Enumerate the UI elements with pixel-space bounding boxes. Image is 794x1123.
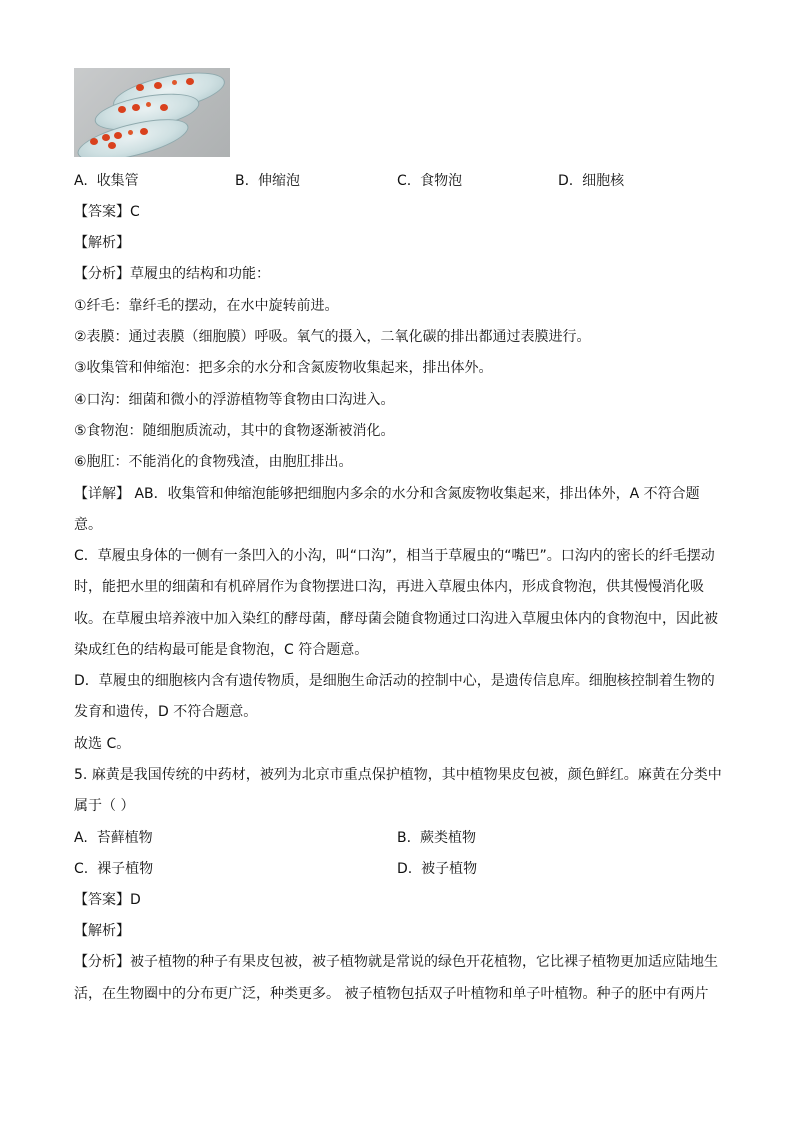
q4-analysis-line: 染成红色的结构最可能是食物泡，C 符合题意。 [74,642,369,658]
option-text: 细胞核 [582,173,625,189]
q4-analysis-line: ①纤毛：靠纤毛的摆动，在水中旋转前进。 [74,298,339,314]
q4-analysis-line: C．草履虫身体的一侧有一条凹入的小沟，叫“口沟”，相当于草履虫的“嘴巴”。口沟内的密长的纤毛摆动 [74,548,715,564]
q4-analysis-line: 时，能把水里的细菌和有机碎屑作为食物摆进口沟，再进入草履虫体内，形成食物泡，供其慢慢消化吸 [74,579,704,595]
q5-analysis-line: 【分析】被子植物的种子有果皮包被，被子植物就是常说的绿色开花植物，它比裸子植物更加适应陆地生 [74,954,718,970]
q4-analysis-label: 【解析】 [74,235,130,251]
q5-stem-line: 5. 麻黄是我国传统的中药材，被列为北京市重点保护植物，其中植物果皮包被，颜色鲜红。麻黄在分类中 [74,767,722,783]
q4-analysis-line: 发育和遗传，D 不符合题意。 [74,704,258,720]
q4-analysis-line: ⑤食物泡：随细胞质流动，其中的食物逐渐被消化。 [74,423,395,439]
answer-value: C [130,204,140,220]
q4-analysis-line: 收。在草履虫培养液中加入染红的酵母菌，酵母菌会随食物通过口沟进入草履虫体内的食物泡中，因此被 [74,611,718,627]
answer-value: D [130,892,141,908]
food-vacuole-dot [108,142,116,149]
food-vacuole-dot [160,104,168,111]
q4-analysis-line: ⑥胞肛：不能消化的食物残渣，由胞肛排出。 [74,454,353,470]
option-letter: D. [558,173,574,189]
q4-analysis-line: 【分析】草履虫的结构和功能： [74,266,270,282]
q4-analysis-line: 意。 [74,517,102,533]
q5-stem-line: 属于（ ） [74,798,135,814]
q4-option-c [397,171,462,191]
q5-option-d [397,859,477,879]
option-text: 伸缩泡 [257,173,300,189]
food-vacuole-dot [102,134,110,141]
answer-label: 【答案】 [74,204,130,220]
q4-analysis-line: ②表膜：通过表膜（细胞膜）呼吸。氧气的摄入，二氧化碳的排出都通过表膜进行。 [74,329,591,345]
food-vacuole-dot [90,138,98,145]
food-vacuole-dot [132,104,140,111]
food-vacuole-dot [118,106,126,113]
option-text: 苔藓植物 [96,830,153,846]
option-text: 裸子植物 [97,861,154,877]
q5-option-c [74,859,153,879]
food-vacuole-dot [146,102,151,107]
option-text: 收集管 [96,173,139,189]
option-letter: A. [74,173,88,189]
q4-option-d [558,171,624,191]
q4-analysis-line: ④口沟：细菌和微小的浮游植物等食物由口沟进入。 [74,392,395,408]
food-vacuole-dot [172,80,177,85]
option-text: 食物泡 [420,173,463,189]
q4-option-b [235,171,300,191]
option-letter: B. [235,173,250,189]
q5-answer [74,890,141,910]
answer-label: 【答案】 [74,892,130,908]
option-letter: C. [397,173,412,189]
option-letter: C. [74,861,89,877]
q4-analysis-line: D．草履虫的细胞核内含有遗传物质，是细胞生命活动的控制中心，是遗传信息库。细胞核控制着生物的 [74,673,715,689]
q5-analysis-label: 【解析】 [74,923,130,939]
paramecium-micrograph [74,68,230,157]
food-vacuole-dot [186,78,194,85]
q4-option-a [74,171,139,191]
option-text: 蕨类植物 [419,830,476,846]
q4-analysis-line: 【详解】 AB．收集管和伸缩泡能够把细胞内多余的水分和含氮废物收集起来，排出体外，A 不符合题 [74,486,700,502]
q4-answer [74,202,140,222]
food-vacuole-dot [154,82,162,89]
option-letter: B. [397,830,412,846]
food-vacuole-dot [114,132,122,139]
option-text: 被子植物 [421,861,478,877]
q4-analysis-line: 故选 C。 [74,736,131,752]
food-vacuole-dot [128,130,133,135]
q4-analysis-line: ③收集管和伸缩泡：把多余的水分和含氮废物收集起来，排出体外。 [74,360,493,376]
q5-option-b [397,828,476,848]
option-letter: D. [397,861,413,877]
q5-analysis-line: 活，在生物圈中的分布更广泛，种类更多。 被子植物包括双子叶植物和单子叶植物。种子的胚中有两片 [74,986,709,1002]
food-vacuole-dot [136,84,144,91]
option-letter: A. [74,830,88,846]
food-vacuole-dot [140,128,148,135]
q5-option-a [74,828,153,848]
